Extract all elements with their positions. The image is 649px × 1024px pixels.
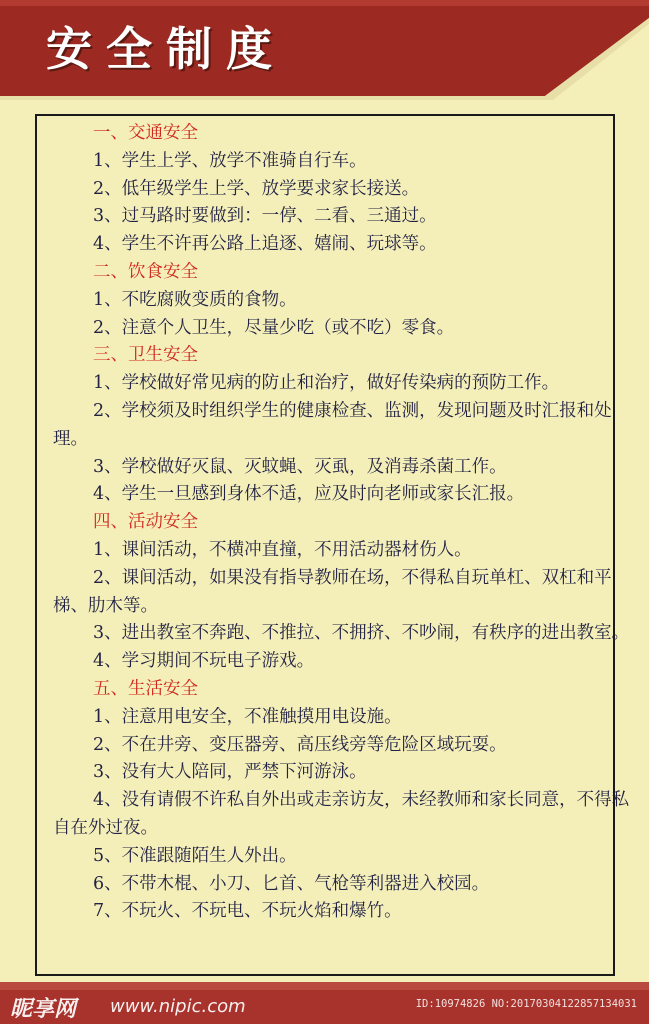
- rule-item: 1、课间活动，不横冲直撞，不用活动器材伤人。: [93, 539, 472, 560]
- rule-item: 6、不带木棍、小刀、匕首、气枪等利器进入校园。: [93, 873, 490, 894]
- rule-item: 2、课间活动，如果没有指导教师在场，不得私自玩单杠、双杠和平梯、肋木等。: [53, 567, 612, 616]
- section-heading: 四、活动安全: [93, 512, 198, 533]
- rule-item: 3、进出教室不奔跑、不推拉、不拥挤、不吵闹，有秩序的进出教室。: [93, 623, 630, 644]
- section-heading: 二、饮食安全: [93, 261, 198, 282]
- rule-item: 4、学生不许再公路上追逐、嬉闹、玩球等。: [93, 234, 437, 255]
- watermark-logo: 昵享网: [10, 997, 77, 1022]
- page-title: 安全制度: [46, 22, 286, 76]
- rule-item: 2、学校须及时组织学生的健康检查、监测，发现问题及时汇报和处理。: [53, 400, 612, 449]
- rule-item: 4、学习期间不玩电子游戏。: [93, 651, 315, 672]
- rule-item: 2、注意个人卫生，尽量少吃（或不吃）零食。: [93, 317, 455, 338]
- rule-item: 2、不在井旁、变压器旁、高压线旁等危险区域玩耍。: [93, 734, 507, 755]
- rule-item: 1、学生上学、放学不准骑自行车。: [93, 150, 367, 171]
- rule-item: 4、没有请假不许私自外出或走亲访友，未经教师和家长同意，不得私自在外过夜。: [53, 790, 630, 838]
- rule-item: 1、注意用电安全，不准触摸用电设施。: [93, 706, 402, 727]
- rule-item: 3、没有大人陪同，严禁下河游泳。: [93, 762, 367, 783]
- section-heading: 一、交通安全: [93, 123, 198, 143]
- rule-item: 3、学校做好灭鼠、灭蚊蝇、灭虱，及消毒杀菌工作。: [93, 456, 507, 477]
- rule-item: 5、不准跟随陌生人外出。: [93, 845, 297, 866]
- rules-content: [53, 120, 631, 926]
- watermark-id: ID:10974826 NO:20170304122857134031: [415, 998, 637, 1010]
- rule-item: 1、不吃腐败变质的食物。: [93, 289, 297, 310]
- rule-item: 1、学校做好常见病的防止和治疗，做好传染病的预防工作。: [93, 373, 560, 394]
- rule-item: 2、低年级学生上学、放学要求家长接送。: [93, 178, 420, 199]
- watermark-url: www.nipic.com: [110, 996, 246, 1017]
- rule-item: 7、不玩火、不玩电、不玩火焰和爆竹。: [93, 901, 402, 922]
- section-heading: 五、生活安全: [93, 678, 198, 699]
- rule-item: 4、学生一旦感到身体不适，应及时向老师或家长汇报。: [93, 484, 525, 505]
- section-heading: 三、卫生安全: [93, 345, 198, 366]
- rule-item: 3、过马路时要做到：一停、二看、三通过。: [93, 206, 437, 227]
